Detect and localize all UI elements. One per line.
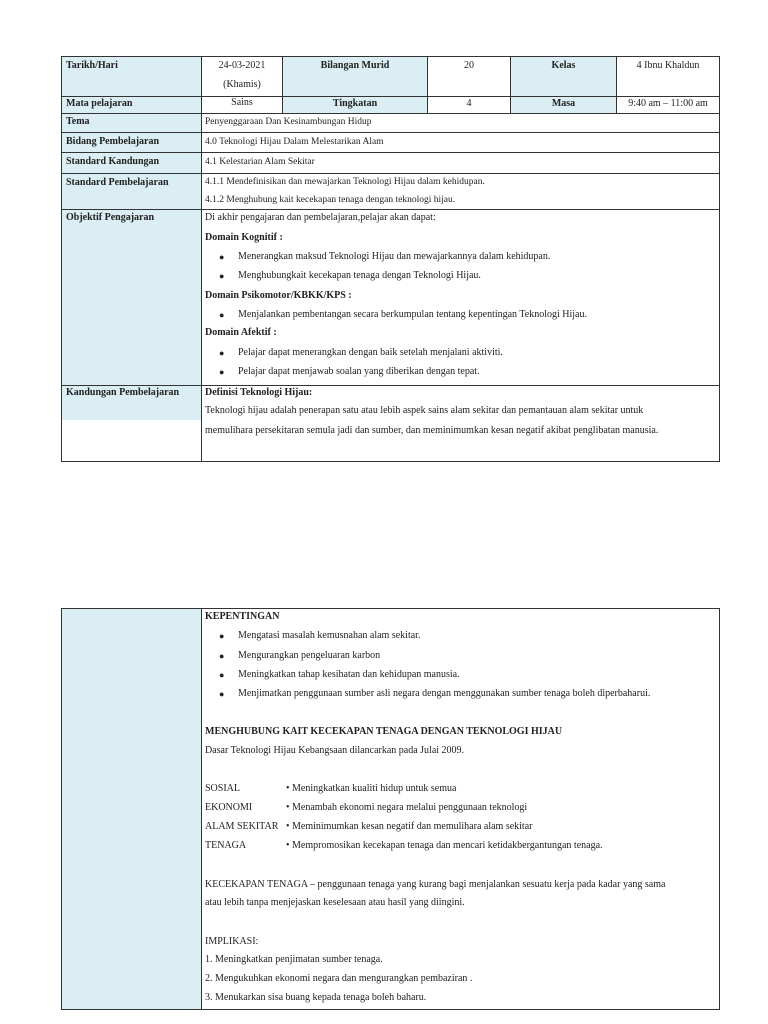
kelas-label: Kelas — [551, 60, 576, 71]
kognitif-item-2: Menghubungkait kecekapan tenaga dengan Teknologi Hijau. — [238, 270, 481, 281]
tarikh-day: (Khamis) — [223, 79, 261, 90]
tonggak-tenaga: TENAGA — [205, 840, 247, 851]
afektif-heading: Domain Afektif : — [205, 327, 277, 338]
bullet-icon: ● — [219, 310, 225, 320]
label-column-bg — [62, 609, 201, 1009]
tonggak-ekonomi: EKONOMI — [205, 802, 253, 813]
objektif-label: Objektif Pengajaran — [66, 212, 155, 223]
bullet-icon: ● — [219, 689, 225, 699]
tarikh-value: 24-03-2021 — [218, 60, 266, 71]
kelas-value: 4 Ibnu Khaldun — [636, 60, 700, 71]
objektif-intro: Di akhir pengajaran dan pembelajaran,pelajar akan dapat: — [205, 212, 436, 223]
kognitif-heading: Domain Kognitif : — [205, 232, 283, 243]
hubung-heading: MENGHUBUNG KAIT KECEKAPAN TENAGA DENGAN TEKNOLOGI HIJAU — [205, 726, 563, 737]
tonggak-sosial-desc: • Meningkatkan kualiti hidup untuk semua — [286, 783, 457, 794]
kecekapan-line-2: atau lebih tanpa menjejaskan keselesaan atau hasil yang diingini. — [205, 897, 465, 908]
tonggak-ekonomi-desc: • Menambah ekonomi negara melalui penggunaan teknologi — [286, 802, 528, 813]
kepentingan-item-3: Meningkatkan tahap kesihatan dan kehidupan manusia. — [238, 669, 460, 680]
psiko-item-1: Menjalankan pembentangan secara berkumpulan tentang kepentingan Teknologi Hijau. — [238, 309, 587, 320]
bilangan-value: 20 — [464, 60, 474, 71]
tingkatan-label: Tingkatan — [332, 98, 378, 109]
tonggak-tenaga-desc: • Mempromosikan kecekapan tenaga dan mencari ketidakbergantungan tenaga. — [286, 840, 603, 851]
mata-value: Sains — [231, 97, 253, 108]
lesson-content-table — [61, 608, 720, 1010]
kepentingan-heading: KEPENTINGAN — [205, 611, 280, 622]
bidang-value: 4.0 Teknologi Hijau Dalam Melestarikan Alam — [205, 137, 384, 147]
kepentingan-item-2: Mengurangkan pengeluaran karbon — [238, 650, 381, 661]
implikasi-item-2: 2. Mengukuhkan ekonomi negara dan mengurangkan pembaziran . — [205, 973, 473, 984]
kandungan-line-2: memulihara persekitaran semula jadi dan sumber, dan meminimumkan kesan negatif akibat penglibatan manusia. — [205, 425, 659, 436]
bullet-icon: ● — [219, 252, 225, 262]
lesson-plan-table — [61, 56, 720, 462]
kognitif-item-1: Menerangkan maksud Teknologi Hijau dan mewajarkannya dalam kehidupan. — [238, 251, 551, 262]
implikasi-heading: IMPLIKASI: — [205, 936, 259, 947]
sk-value: 4.1 Kelestarian Alam Sekitar — [205, 157, 315, 167]
implikasi-item-1: 1. Meningkatkan penjimatan sumber tenaga. — [205, 954, 383, 965]
tonggak-alam-desc: • Meminimumkan kesan negatif dan memulihara alam sekitar — [286, 821, 533, 832]
afektif-item-1: Pelajar dapat menerangkan dengan baik setelah menjalani aktiviti. — [238, 347, 503, 358]
sp-label: Standard Pembelajaran — [66, 177, 169, 188]
bullet-icon: ● — [219, 348, 225, 358]
tema-label: Tema — [66, 116, 90, 127]
mata-label: Mata pelajaran — [66, 98, 133, 109]
tonggak-alam: ALAM SEKITAR — [205, 821, 279, 832]
bullet-icon: ● — [219, 670, 225, 680]
bullet-icon: ● — [219, 271, 225, 281]
label-column-bg — [62, 57, 201, 420]
bullet-icon: ● — [219, 631, 225, 641]
kandungan-heading: Definisi Teknologi Hijau: — [205, 387, 313, 398]
bilangan-label: Bilangan Murid — [320, 60, 390, 71]
bullet-icon: ● — [219, 367, 225, 377]
tarikh-label: Tarikh/Hari — [66, 60, 118, 71]
bullet-icon: ● — [219, 651, 225, 661]
psiko-heading: Domain Psikomotor/KBKK/KPS : — [205, 290, 352, 301]
kecekapan-line-1: KECEKAPAN TENAGA – penggunaan tenaga yang kurang bagi menjalankan sesuatu kerja pada kadar yang sama — [205, 879, 666, 890]
implikasi-item-3: 3. Menukarkan sisa buang kepada tenaga boleh baharu. — [205, 992, 427, 1003]
sp-value-2: 4.1.2 Menghubung kait kecekapan tenaga dengan teknologi hijau. — [205, 195, 456, 205]
kepentingan-item-1: Mengatasi masalah kemusnahan alam sekitar. — [238, 630, 421, 641]
bidang-label: Bidang Pembelajaran — [66, 136, 160, 147]
afektif-item-2: Pelajar dapat menjawab soalan yang diberikan dengan tepat. — [238, 366, 480, 377]
masa-label: Masa — [551, 98, 576, 109]
tingkatan-value: 4 — [466, 98, 472, 109]
tonggak-sosial: SOSIAL — [205, 783, 241, 794]
masa-value: 9:40 am – 11:00 am — [628, 98, 708, 109]
dasar-line: Dasar Teknologi Hijau Kebangsaan dilancarkan pada Julai 2009. — [205, 745, 465, 756]
kepentingan-item-4: Menjimatkan penggunaan sumber asli negara dengan menggunakan sumber tenaga boleh diperbaharui. — [238, 688, 651, 699]
sk-label: Standard Kandungan — [66, 156, 160, 167]
kandungan-label: Kandungan Pembelajaran — [66, 387, 180, 398]
kandungan-line-1: Teknologi hijau adalah penerapan satu atau lebih aspek sains alam sekitar dan pemantauan alam sekitar untuk — [205, 405, 644, 416]
tema-value: Penyenggaraan Dan Kesinambungan Hidup — [205, 117, 372, 127]
sp-value-1: 4.1.1 Mendefinisikan dan mewajarkan Teknologi Hijau dalam kehidupan. — [205, 177, 485, 187]
